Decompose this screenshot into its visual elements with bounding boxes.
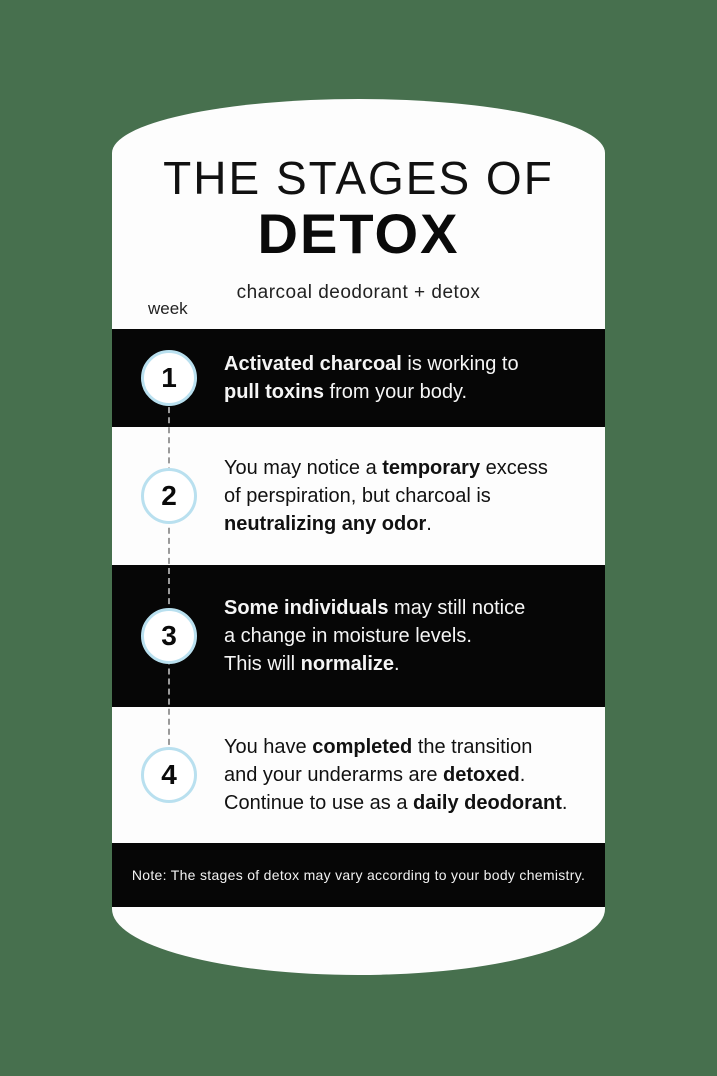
title-line-2: DETOX bbox=[257, 202, 460, 265]
subtitle: charcoal deodorant + detox bbox=[236, 282, 481, 303]
stage-row-3 bbox=[112, 565, 605, 707]
note-text: Note: The stages of detox may vary according to your body chemistry. bbox=[131, 867, 586, 883]
stage-text-3: Some individuals may still notice a change in moisture levels. This will normalize. bbox=[224, 597, 526, 675]
detox-stages-card bbox=[112, 99, 605, 975]
timeline-dashed-line bbox=[168, 377, 170, 775]
stage-text-2: You may notice a temporary excess of perspiration, but charcoal is neutralizing any odor. bbox=[224, 457, 548, 535]
stage-number-circle-4: 4 bbox=[141, 747, 197, 803]
week-label: week bbox=[148, 299, 188, 318]
stage-text-1: Activated charcoal is working to pull toxins from your body. bbox=[224, 353, 519, 403]
stage-number-circle-3: 3 bbox=[141, 608, 197, 664]
stage-row-2 bbox=[112, 427, 605, 565]
title-line-1: THE STAGES OF bbox=[163, 152, 554, 204]
card-header bbox=[112, 99, 605, 304]
stage-number-circle-2: 2 bbox=[141, 468, 197, 524]
stage-row-1 bbox=[112, 329, 605, 427]
stage-number-circle-1: 1 bbox=[141, 350, 197, 406]
stage-text-4: You have completed the transition and your underarms are detoxed. Continue to use as a daily deodorant. bbox=[224, 736, 568, 814]
stage-row-4 bbox=[112, 707, 605, 843]
note-band bbox=[112, 843, 605, 907]
